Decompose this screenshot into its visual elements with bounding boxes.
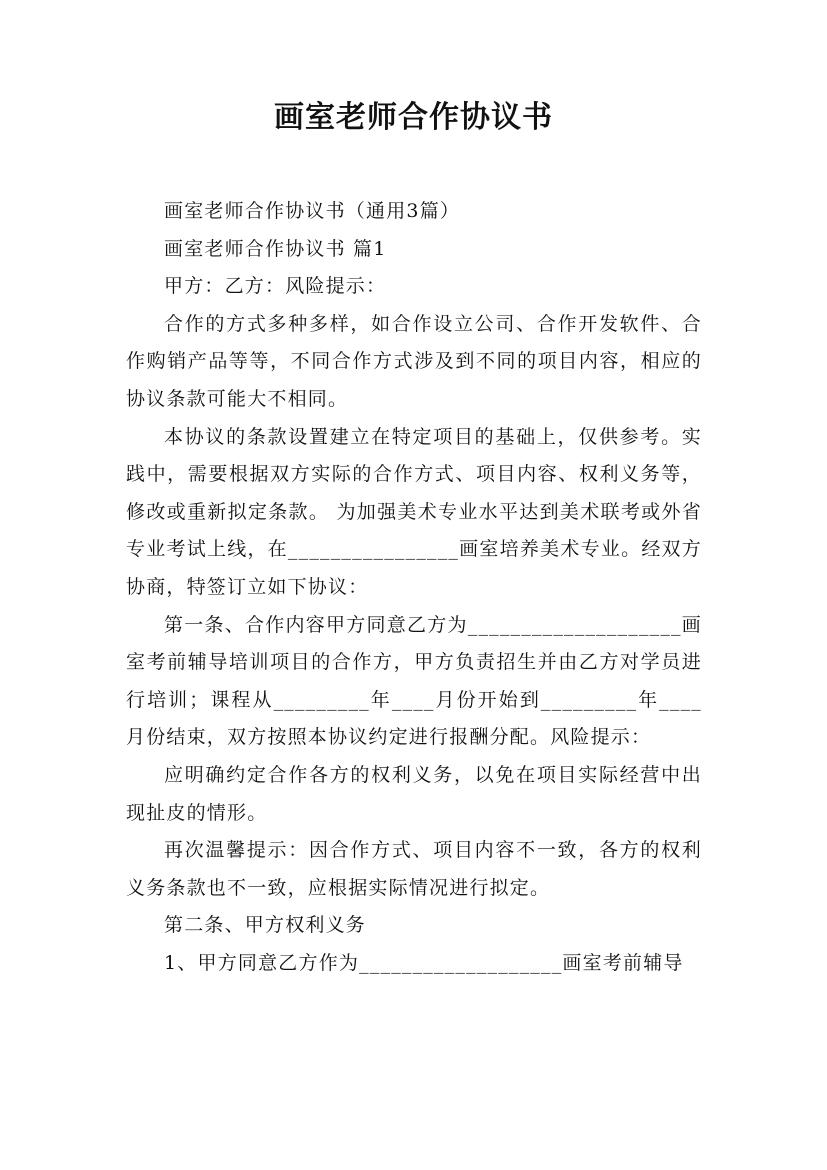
paragraph-cooperation-methods: 合作的方式多种多样，如合作设立公司、合作开发软件、合作购销产品等等，不同合作方式涉及到不同的项目内容，相应的协议条款可能大不相同。 — [126, 312, 702, 410]
paragraph-article-2-item-1: 1、甲方同意乙方作为___________________画室考前辅导 — [164, 951, 684, 974]
document-title: 画室老师合作协议书 — [274, 100, 553, 135]
document-body — [126, 193, 702, 982]
paragraph-reminder: 再次温馨提示：因合作方式、项目内容不一致，各方的权利义务条款也不一致，应根据实际情况进行拟定。 — [126, 839, 702, 899]
paragraph-clause-basis: 本协议的条款设置建立在特定项目的基础上，仅供参考。实践中，需要根据双方实际的合作方式、项目内容、权利义务等，修改或重新拟定条款。 为加强美术专业水平达到美术联考或外省专业考试上线，在________________画室培养美术专业。经双方协商，特签订立如下协议： — [126, 425, 702, 598]
paragraph-rights-note: 应明确约定合作各方的权利义务，以免在项目实际经营中出现扯皮的情形。 — [126, 763, 702, 824]
paragraph-subtitle: 画室老师合作协议书（通用3篇） — [164, 200, 461, 222]
paragraph-section-heading: 画室老师合作协议书 篇1 — [164, 237, 387, 260]
paragraph-article-2-heading: 第二条、甲方权利义务 — [164, 914, 367, 937]
paragraph-parties: 甲方：乙方：风险提示： — [164, 275, 387, 298]
paragraph-article-1: 第一条、合作内容甲方同意乙方为____________________画室考前辅导培训项目的合作方，甲方负责招生并由乙方对学员进行培训；课程从_________年____月份开始到_________年____月份结束，双方按照本协议约定进行报酬分配。风险提示： — [126, 613, 702, 749]
